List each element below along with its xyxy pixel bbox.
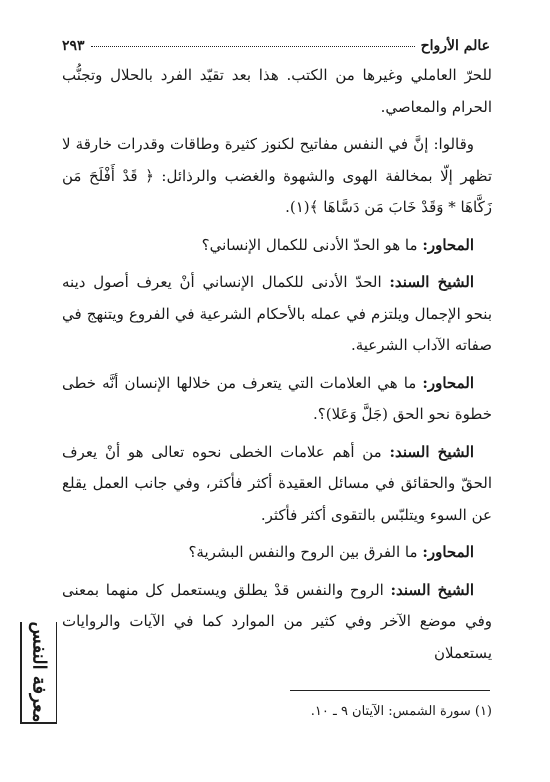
paragraph: وقالوا: إنَّ في النفس مفاتيح لكنوز كثيرة وطاقات وقدرات خارقة لا تظهر إلّا بمخالفة الهوى والشهوة والغضب والرذائل: ﴿ قَدْ أَفْلَحَ مَن زَكَّاهَا * وَقَدْ خَابَ مَن دَسَّاهَا ﴾(١). xyxy=(62,135,492,216)
paragraph: للحرّ العاملي وغيرها من الكتب. هذا بعد تقيّد الفرد بالحلال وتجنُّب الحرام والمعاصي. xyxy=(62,66,492,116)
interviewer-question xyxy=(62,537,492,569)
speaker-label: المحاور: xyxy=(422,235,474,254)
chapter-ornament xyxy=(20,622,57,724)
speaker-label: الشيخ السند: xyxy=(390,580,474,599)
sheikh-answer xyxy=(62,437,492,532)
speaker-label: المحاور: xyxy=(422,373,474,392)
sheikh-answer xyxy=(62,267,492,362)
ornament-label: معرفة النفس xyxy=(28,621,50,723)
question-text: ما الفرق بين الروح والنفس البشرية؟ xyxy=(188,543,423,561)
question-text: ما هو الحدّ الأدنى للكمال الإنساني؟ xyxy=(201,235,423,254)
speaker-label: المحاور: xyxy=(422,543,474,561)
question-text: ما هي العلامات التي يتعرف من خلالها الإنسان أنَّه خطى خطوة نحو الحق (جَلَّ وَعَلا)؟. xyxy=(62,373,492,423)
footnote-divider xyxy=(290,690,490,691)
header-dot-leader xyxy=(91,46,415,47)
answer-text: الروح والنفس قدْ يطلق ويستعمل كل منهما بمعنى وفي موضع الآخر وفي كثير من الموارد كما في الآيات والروايات يستعملان xyxy=(62,580,492,662)
footnote: (١) سورة الشمس: الآيتان ٩ ـ ١٠. xyxy=(310,704,492,719)
page-body xyxy=(62,60,492,669)
header-title: عالم الأرواح xyxy=(420,38,490,54)
running-header xyxy=(62,38,490,54)
speaker-label: الشيخ السند: xyxy=(389,442,474,461)
sheikh-answer xyxy=(62,575,492,670)
interviewer-question xyxy=(62,230,492,262)
interviewer-question xyxy=(62,368,492,431)
answer-text: الحدّ الأدنى للكمال الإنساني أنْ يعرف أصول دينه بنحو الإجمال ويلتزم في عمله بالأحكام الشرعية في الفروع ويتنهج في صفاته الآداب الشرعية. xyxy=(62,273,492,354)
answer-text: من أهم علامات الخطى نحوه تعالى هو أنْ يعرف الحقّ والحقائق في مسائل العقيدة أكثر فأكثر، وفي جانب العمل يقلع عن السوء ويتلبّس بالتقوى أكثر فأكثر. xyxy=(62,442,492,524)
page-number: ٢٩٣ xyxy=(62,38,85,54)
speaker-label: الشيخ السند: xyxy=(389,273,474,291)
